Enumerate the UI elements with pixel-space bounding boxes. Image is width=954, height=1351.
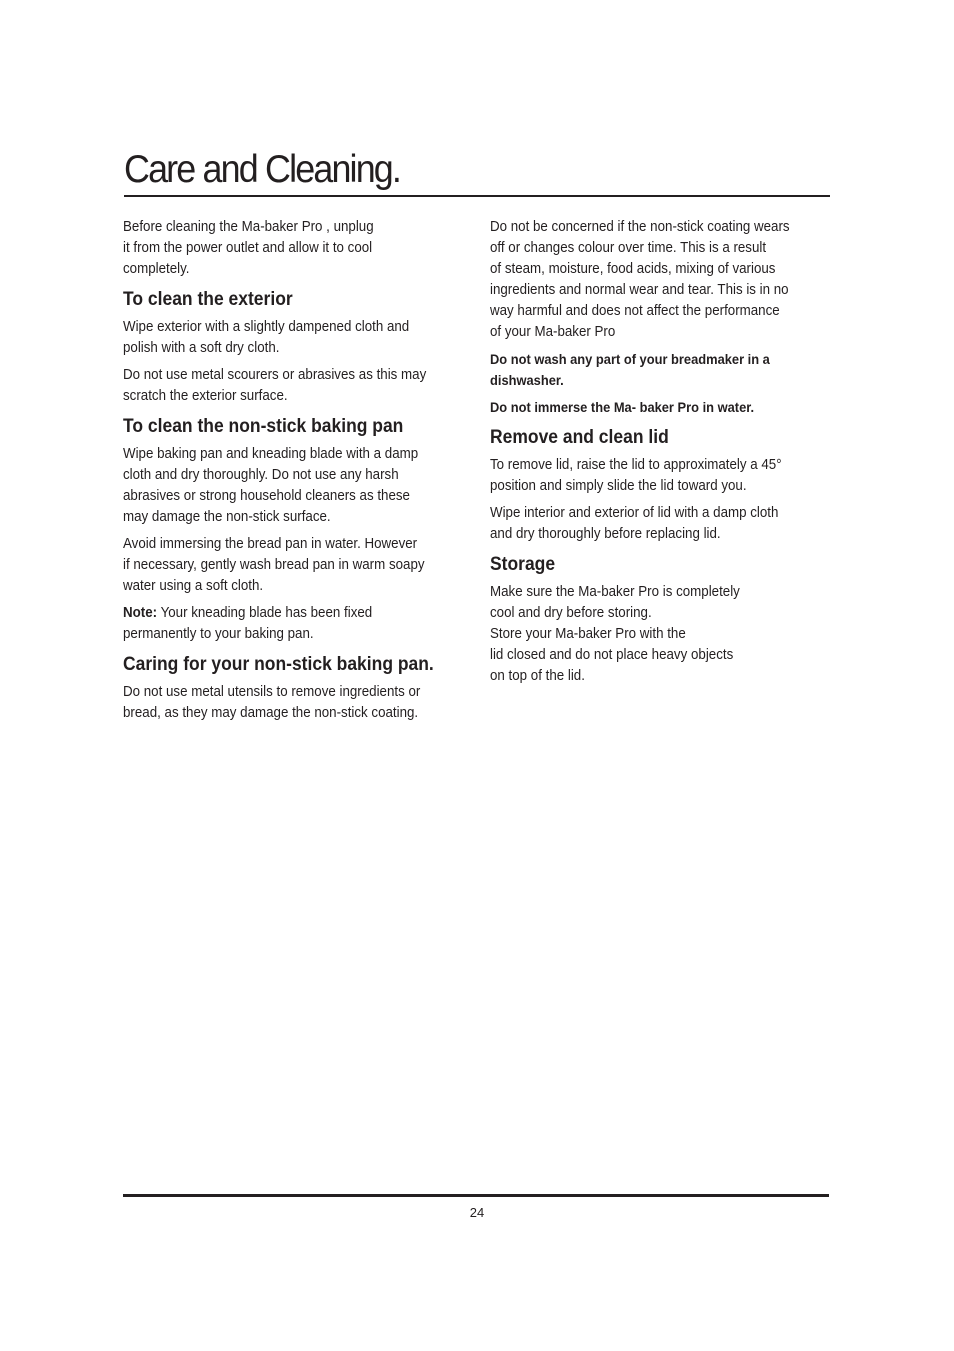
exterior-heading: To clean the exterior — [123, 289, 293, 310]
storage-heading: Storage — [490, 554, 556, 575]
storage-paragraph: Make sure the Ma-baker Pro is completely cool and dry before storing. Store your Ma-baker Pro with the lid closed and do not place heavy objects on top of the lid. — [490, 584, 740, 684]
exterior-paragraph-2: Do not use metal scourers or abrasives as this may scratch the exterior surface. — [123, 367, 427, 404]
immerse-warning: Do not immerse the Ma- baker Pro in water. — [490, 399, 755, 415]
footer-divider — [123, 1194, 829, 1197]
pan-paragraph-2: Avoid immersing the bread pan in water. However if necessary, gently wash bread pan in warm soapy water using a soft cloth. — [123, 536, 425, 594]
intro-paragraph: Before cleaning the Ma-baker Pro , unplug it from the power outlet and allow it to cool completely. — [123, 219, 374, 277]
coating-paragraph: Do not be concerned if the non-stick coating wears off or changes colour over time. This is a result of steam, moisture, food acids, mixing of various ingredients and normal wear and tear. This is in no way harmful and does not affect the performance of your Ma-baker Pro — [490, 219, 790, 340]
dishwasher-warning: Do not wash any part of your breadmaker in a dishwasher. — [490, 351, 770, 388]
caring-paragraph: Do not use metal utensils to remove ingredients or bread, as they may damage the non-stick coating. — [123, 684, 421, 721]
caring-heading: Caring for your non-stick baking pan. — [123, 654, 434, 675]
exterior-paragraph-1: Wipe exterior with a slightly dampened cloth and polish with a soft dry cloth. — [123, 319, 410, 356]
title-divider — [124, 195, 830, 197]
lid-paragraph-2: Wipe interior and exterior of lid with a damp cloth and dry thoroughly before replacing lid. — [490, 505, 779, 542]
note-label: Note: — [123, 605, 158, 621]
lid-paragraph-1: To remove lid, raise the lid to approximately a 45° position and simply slide the lid toward you. — [490, 457, 782, 494]
left-column — [123, 217, 463, 730]
right-column — [490, 217, 830, 693]
page-number: 24 — [469, 1205, 485, 1220]
pan-note: Note: Your kneading blade has been fixed permanently to your baking pan. — [123, 605, 373, 642]
page-title: Care and Cleaning. — [124, 148, 401, 191]
lid-heading: Remove and clean lid — [490, 427, 669, 448]
pan-heading: To clean the non-stick baking pan — [123, 416, 404, 437]
pan-paragraph-1: Wipe baking pan and kneading blade with a damp cloth and dry thoroughly. Do not use any harsh abrasives or strong household cleaners as these may damage the non-stick surface. — [123, 446, 419, 525]
